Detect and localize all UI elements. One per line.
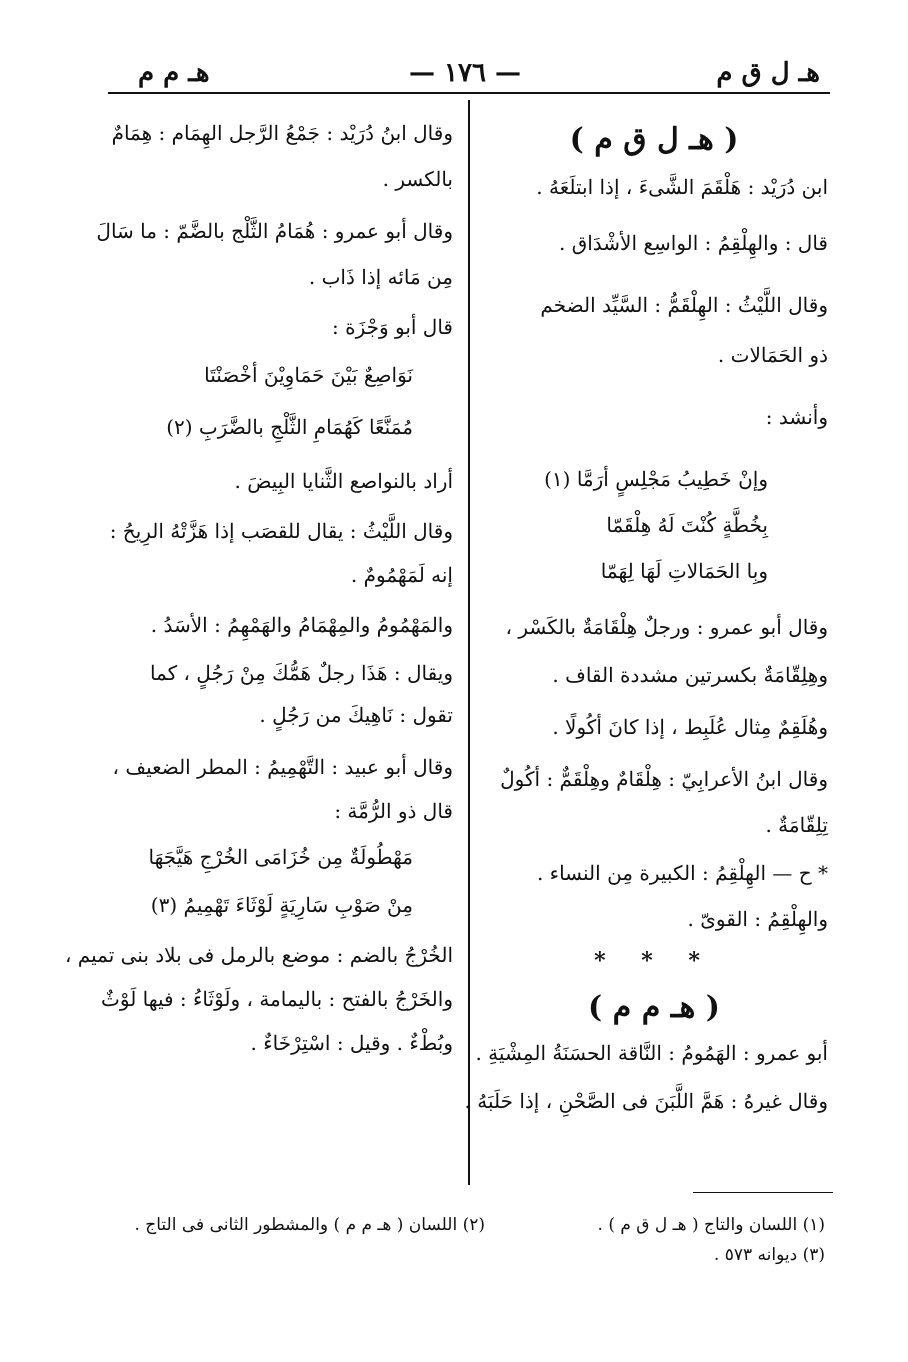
section-separator: * * * bbox=[594, 948, 714, 974]
entry-line: وقال أبو عبيد : التَّهْمِيمُ : المطر الضعيف ، bbox=[112, 755, 453, 779]
verse-line: مُمَنَّعًا كَهُمَامِ الثَّلْجِ بالضَّرَبِ (٢) bbox=[166, 415, 413, 439]
footnote-1: (١) اللسان والتاج ( هـ ل ق م ) . bbox=[597, 1215, 825, 1235]
entry-line: تِلِقّامَةٌ . bbox=[765, 813, 828, 837]
right-column bbox=[464, 120, 828, 1114]
footnotes-left bbox=[134, 1210, 485, 1240]
entry-line: * ح — الهِلْقِمُ : الكبيرة مِن النساء . bbox=[536, 861, 828, 885]
verse-line: مِنْ صَوْبِ سَارِيَةٍ لَوْثَاءَ تَهْمِيمُ (٣) bbox=[150, 893, 413, 917]
entry-line: مِن مَائه إذا ذَاب . bbox=[308, 265, 453, 289]
entry-line: أراد بالنواصع الثَّنايا البِيضَ . bbox=[234, 469, 453, 493]
entry-line: الخُرْجُ بالضم : موضع بالرمل فى بلاد بنى تميم ، bbox=[64, 943, 453, 967]
page-header bbox=[100, 52, 830, 92]
entry-line: وقال أبو عمرو : هُمَامُ الثَّلْج بالضَّمّ : ما سَالَ bbox=[96, 219, 453, 243]
entry-line: والمَهْمُومُ والمِهْمَامُ والهَمْهِمُ : الأسَدُ . bbox=[150, 613, 453, 637]
entry-line: والهِلْقِمُ : القوىّ . bbox=[687, 907, 828, 931]
column-divider bbox=[468, 100, 470, 1185]
entry-line: وهِلِقّامَةٌ بكسرتين مشددة القاف . bbox=[552, 663, 828, 687]
header-rule bbox=[108, 92, 830, 94]
entry-line: ويقال : هَذَا رجلٌ هَمُّكَ مِنْ رَجُلٍ ، كما bbox=[149, 661, 453, 685]
entry-line: وقال ابنُ دُرَيْد : جَمْعُ الرَّجل الهِمَام : هِمَامٌ bbox=[111, 121, 453, 145]
footnotes-right bbox=[540, 1210, 825, 1270]
left-column bbox=[64, 120, 453, 1056]
entry-line: تقول : نَاهِيكَ من رَجُلٍ . bbox=[259, 703, 453, 727]
entry-line: والخَرْجُ بالفتح : باليمامة ، ولَوْثَاءُ : فيها لَوْثٌ bbox=[101, 987, 453, 1011]
verse-line: نَوَاصِعٌ بَيْنَ حَمَاوِيْنَ أخْصَنْتَا bbox=[204, 363, 413, 387]
entry-line: قال : والهِلْقِمُ : الواسِع الأشْدَاق . bbox=[559, 231, 828, 255]
entry-line: وقال غيرهُ : هَمَّ اللَّبَنَ فى الصَّحْنِ ، إذا حَلَبَهُ . bbox=[464, 1089, 828, 1113]
verse-line: وبِا الحَمَالاتِ لَهَا لِهَمّا bbox=[600, 559, 768, 583]
entry-line: وقال اللَّيْثُ : يقال للقصَب إذا هَزَّتْهُ الرِيحُ : bbox=[109, 519, 453, 543]
verse-line: وإنْ خَطِيبُ مَجْلِسٍ أرَمَّا (١) bbox=[544, 467, 768, 491]
entry-line: وأنشد : bbox=[765, 405, 828, 429]
page-number: — ١٧٦ — bbox=[408, 58, 522, 88]
entry-line: وقال ابنُ الأعرابِيّ : هِلْقَامٌ وهِلْقَمٌّ : أكُولٌ bbox=[500, 767, 828, 791]
header-root-left: هـ م م bbox=[138, 58, 210, 88]
footnote-rule bbox=[693, 1192, 833, 1193]
footnote-3: (٣) ديوانه ٥٧٣ . bbox=[713, 1245, 825, 1265]
entry-line: قال أبو وَجْزَة : bbox=[332, 315, 453, 339]
section-title-hlqm: ( هـ ل ق م ) bbox=[569, 122, 739, 157]
entry-line: ابن دُرَيْد : هَلْقَمَ الشَّىءَ ، إذا ابتلَعَهُ . bbox=[536, 175, 828, 199]
verse-line: بِخُطَّةٍ كُنْتَ لَهُ هِلْقَمّا bbox=[606, 513, 768, 537]
entry-line: أبو عمرو : الهَمُومُ : النَّاقة الحسَنَةُ المِشْيَةِ . bbox=[475, 1041, 828, 1065]
entry-line: وقال أبو عمرو : ورجلٌ هِلْقَامَةٌ بالكَسْر ، bbox=[505, 615, 828, 639]
entry-line: وقال اللَّيْثُ : الهِلْقَمُّ : السَّيِّد الضخم bbox=[540, 293, 828, 317]
entry-line: ذو الحَمَالات . bbox=[717, 343, 828, 367]
entry-line: إنه لَمَهْمُومٌ . bbox=[350, 563, 453, 587]
entry-line: قال ذو الرُّمَّة : bbox=[334, 799, 453, 823]
entry-line: وبُطْءٌ . وقيل : اسْتِرْخَاءٌ . bbox=[250, 1031, 453, 1055]
header-root-right: هـ ل ق م bbox=[716, 58, 820, 88]
footnote-2: (٢) اللسان ( هـ م م ) والمشطور الثانى فى التاج . bbox=[134, 1215, 485, 1235]
entry-line: بالكسر . bbox=[382, 167, 453, 191]
entry-line: وهُلَقِمٌ مِثال عُلَبِط ، إذا كانَ أكُولًا . bbox=[552, 715, 828, 739]
verse-line: مَهْطُولَةٌ مِن خُزَامَى الخُرْجِ هَيَّجَهَا bbox=[148, 845, 413, 869]
section-title-hmm: ( هـ م م ) bbox=[588, 990, 720, 1025]
